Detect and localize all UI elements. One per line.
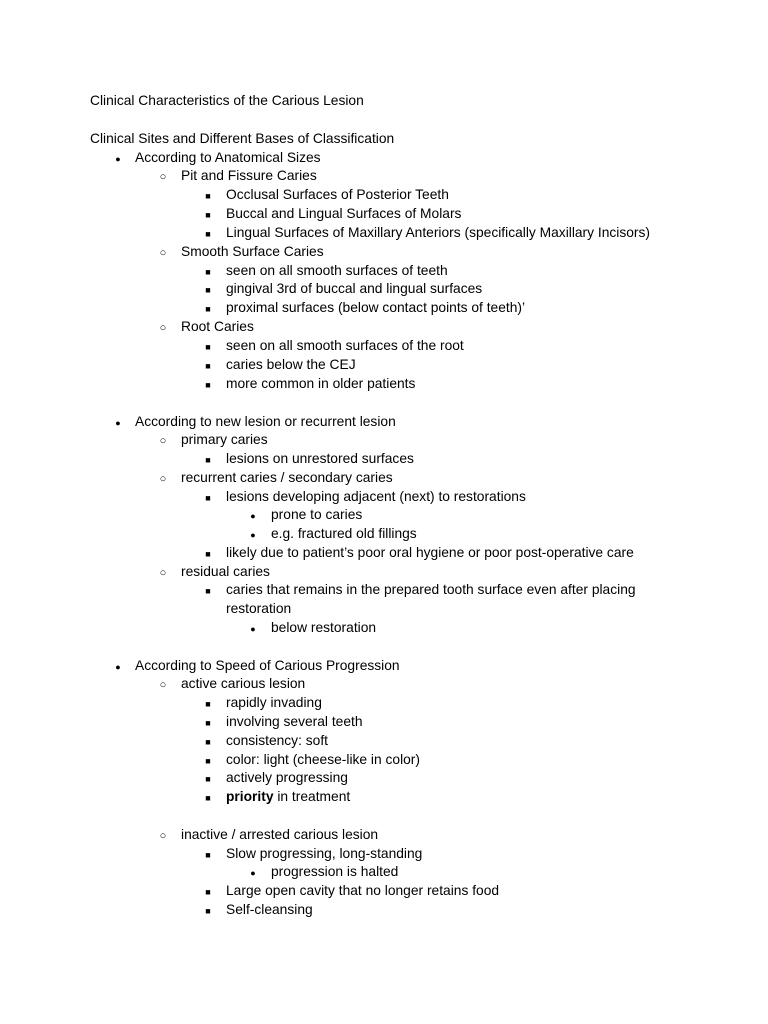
subsection-label: Pit and Fissure Caries: [181, 168, 317, 183]
list-item: [0, 768, 768, 787]
doc-subtitle-line: [0, 129, 768, 148]
list-item-text: lesions on unrestored surfaces: [226, 451, 414, 466]
list-item: [0, 468, 768, 487]
list-item: [0, 223, 768, 242]
subsection-label: recurrent caries / secondary caries: [181, 470, 393, 485]
list-item-text: more common in older patients: [226, 376, 416, 391]
list-item: [0, 580, 768, 599]
square-bullet-icon: [201, 768, 215, 789]
list-item: [0, 261, 768, 280]
list-item: [0, 242, 768, 261]
square-bullet-icon: [201, 881, 215, 902]
circle-bullet-icon: [156, 430, 170, 451]
list-item: [0, 543, 768, 562]
priority-rest-text: in treatment: [273, 789, 351, 804]
list-item: [0, 562, 768, 581]
list-item: [0, 148, 768, 167]
list-item-text: actively progressing: [226, 770, 348, 785]
subsection-label: Root Caries: [181, 319, 254, 334]
list-item-text: gingival 3rd of buccal and lingual surfaces: [226, 281, 483, 296]
list-item: [0, 505, 768, 524]
list-item: [0, 279, 768, 298]
list-item: [0, 731, 768, 750]
list-item-text: color: light (cheese-like in color): [226, 752, 420, 767]
square-bullet-icon: [201, 580, 215, 601]
list-item: [0, 355, 768, 374]
circle-bullet-icon: [156, 242, 170, 263]
square-bullet-icon: [201, 900, 215, 921]
subsection-label: residual caries: [181, 564, 270, 579]
list-item: [0, 166, 768, 185]
list-item: [0, 449, 768, 468]
list-item: [0, 862, 768, 881]
list-item: [0, 430, 768, 449]
square-bullet-icon: [201, 204, 215, 225]
doc-title-line: [0, 91, 768, 110]
disc-bullet-icon: [246, 862, 260, 883]
square-bullet-icon: [201, 185, 215, 206]
square-bullet-icon: [201, 731, 215, 752]
list-item: [0, 374, 768, 393]
subsection-label: active carious lesion: [181, 676, 306, 691]
square-bullet-icon: [201, 279, 215, 300]
list-item-continuation: [0, 599, 768, 618]
list-item-text: [226, 787, 350, 806]
section-heading: According to Speed of Carious Progression: [135, 658, 400, 673]
list-item-text: rapidly invading: [226, 695, 322, 710]
square-bullet-icon: [201, 298, 215, 319]
list-item-text: consistency: soft: [226, 733, 328, 748]
list-item: [0, 524, 768, 543]
disc-bullet-icon: [246, 618, 260, 639]
doc-subtitle: Clinical Sites and Different Bases of Classification: [90, 131, 395, 146]
square-bullet-icon: [201, 355, 215, 376]
list-item: [0, 412, 768, 431]
list-item-text: Buccal and Lingual Surfaces of Molars: [226, 206, 462, 221]
subsection-label: Smooth Surface Caries: [181, 244, 324, 259]
list-item: [0, 618, 768, 637]
subsection-label: primary caries: [181, 432, 268, 447]
list-item: [0, 693, 768, 712]
disc-bullet-icon: [246, 505, 260, 526]
square-bullet-icon: [201, 712, 215, 733]
list-item: [0, 656, 768, 675]
list-item: [0, 900, 768, 919]
square-bullet-icon: [201, 693, 215, 714]
list-item: [0, 487, 768, 506]
list-item-text: caries below the CEJ: [226, 357, 356, 372]
priority-bold-text: priority: [226, 789, 274, 804]
circle-bullet-icon: [156, 468, 170, 489]
list-item-text: restoration: [226, 601, 292, 616]
list-item: [0, 787, 768, 806]
list-item-text: e.g. fractured old fillings: [271, 526, 417, 541]
list-item-text: caries that remains in the prepared tooth surface even after placing: [226, 582, 636, 597]
list-item-text: progression is halted: [271, 864, 399, 879]
list-item: [0, 204, 768, 223]
list-item: [0, 825, 768, 844]
list-item-text: involving several teeth: [226, 714, 363, 729]
square-bullet-icon: [201, 449, 215, 470]
list-item-text: Large open cavity that no longer retains food: [226, 883, 500, 898]
doc-title: Clinical Characteristics of the Carious Lesion: [90, 93, 364, 108]
list-item-text: seen on all smooth surfaces of teeth: [226, 263, 448, 278]
square-bullet-icon: [201, 787, 215, 808]
list-item: [0, 185, 768, 204]
list-item-text: prone to caries: [271, 507, 363, 522]
square-bullet-icon: [201, 336, 215, 357]
list-item-text: below restoration: [271, 620, 377, 635]
list-item: [0, 881, 768, 900]
square-bullet-icon: [201, 543, 215, 564]
section-heading: According to Anatomical Sizes: [135, 150, 321, 165]
list-item-text: Lingual Surfaces of Maxillary Anteriors (specifically Maxillary Incisors): [226, 225, 651, 240]
list-item-text: proximal surfaces (below contact points of teeth)’: [226, 300, 526, 315]
list-item-text: seen on all smooth surfaces of the root: [226, 338, 464, 353]
list-item: [0, 674, 768, 693]
disc-bullet-icon: [246, 524, 260, 545]
circle-bullet-icon: [156, 825, 170, 846]
subsection-label: inactive / arrested carious lesion: [181, 827, 379, 842]
circle-bullet-icon: [156, 674, 170, 695]
list-item: [0, 844, 768, 863]
circle-bullet-icon: [156, 317, 170, 338]
section-heading: According to new lesion or recurrent lesion: [135, 414, 396, 429]
list-item: [0, 750, 768, 769]
list-item: [0, 712, 768, 731]
circle-bullet-icon: [156, 166, 170, 187]
list-item: [0, 317, 768, 336]
list-item: [0, 336, 768, 355]
list-item-text: Self-cleansing: [226, 902, 313, 917]
list-item-text: likely due to patient’s poor oral hygiene or poor post-operative care: [226, 545, 634, 560]
square-bullet-icon: [201, 223, 215, 244]
list-item: [0, 298, 768, 317]
square-bullet-icon: [201, 374, 215, 395]
list-item-text: Slow progressing, long-standing: [226, 846, 423, 861]
list-item-text: Occlusal Surfaces of Posterior Teeth: [226, 187, 449, 202]
list-item-text: lesions developing adjacent (next) to restorations: [226, 489, 526, 504]
